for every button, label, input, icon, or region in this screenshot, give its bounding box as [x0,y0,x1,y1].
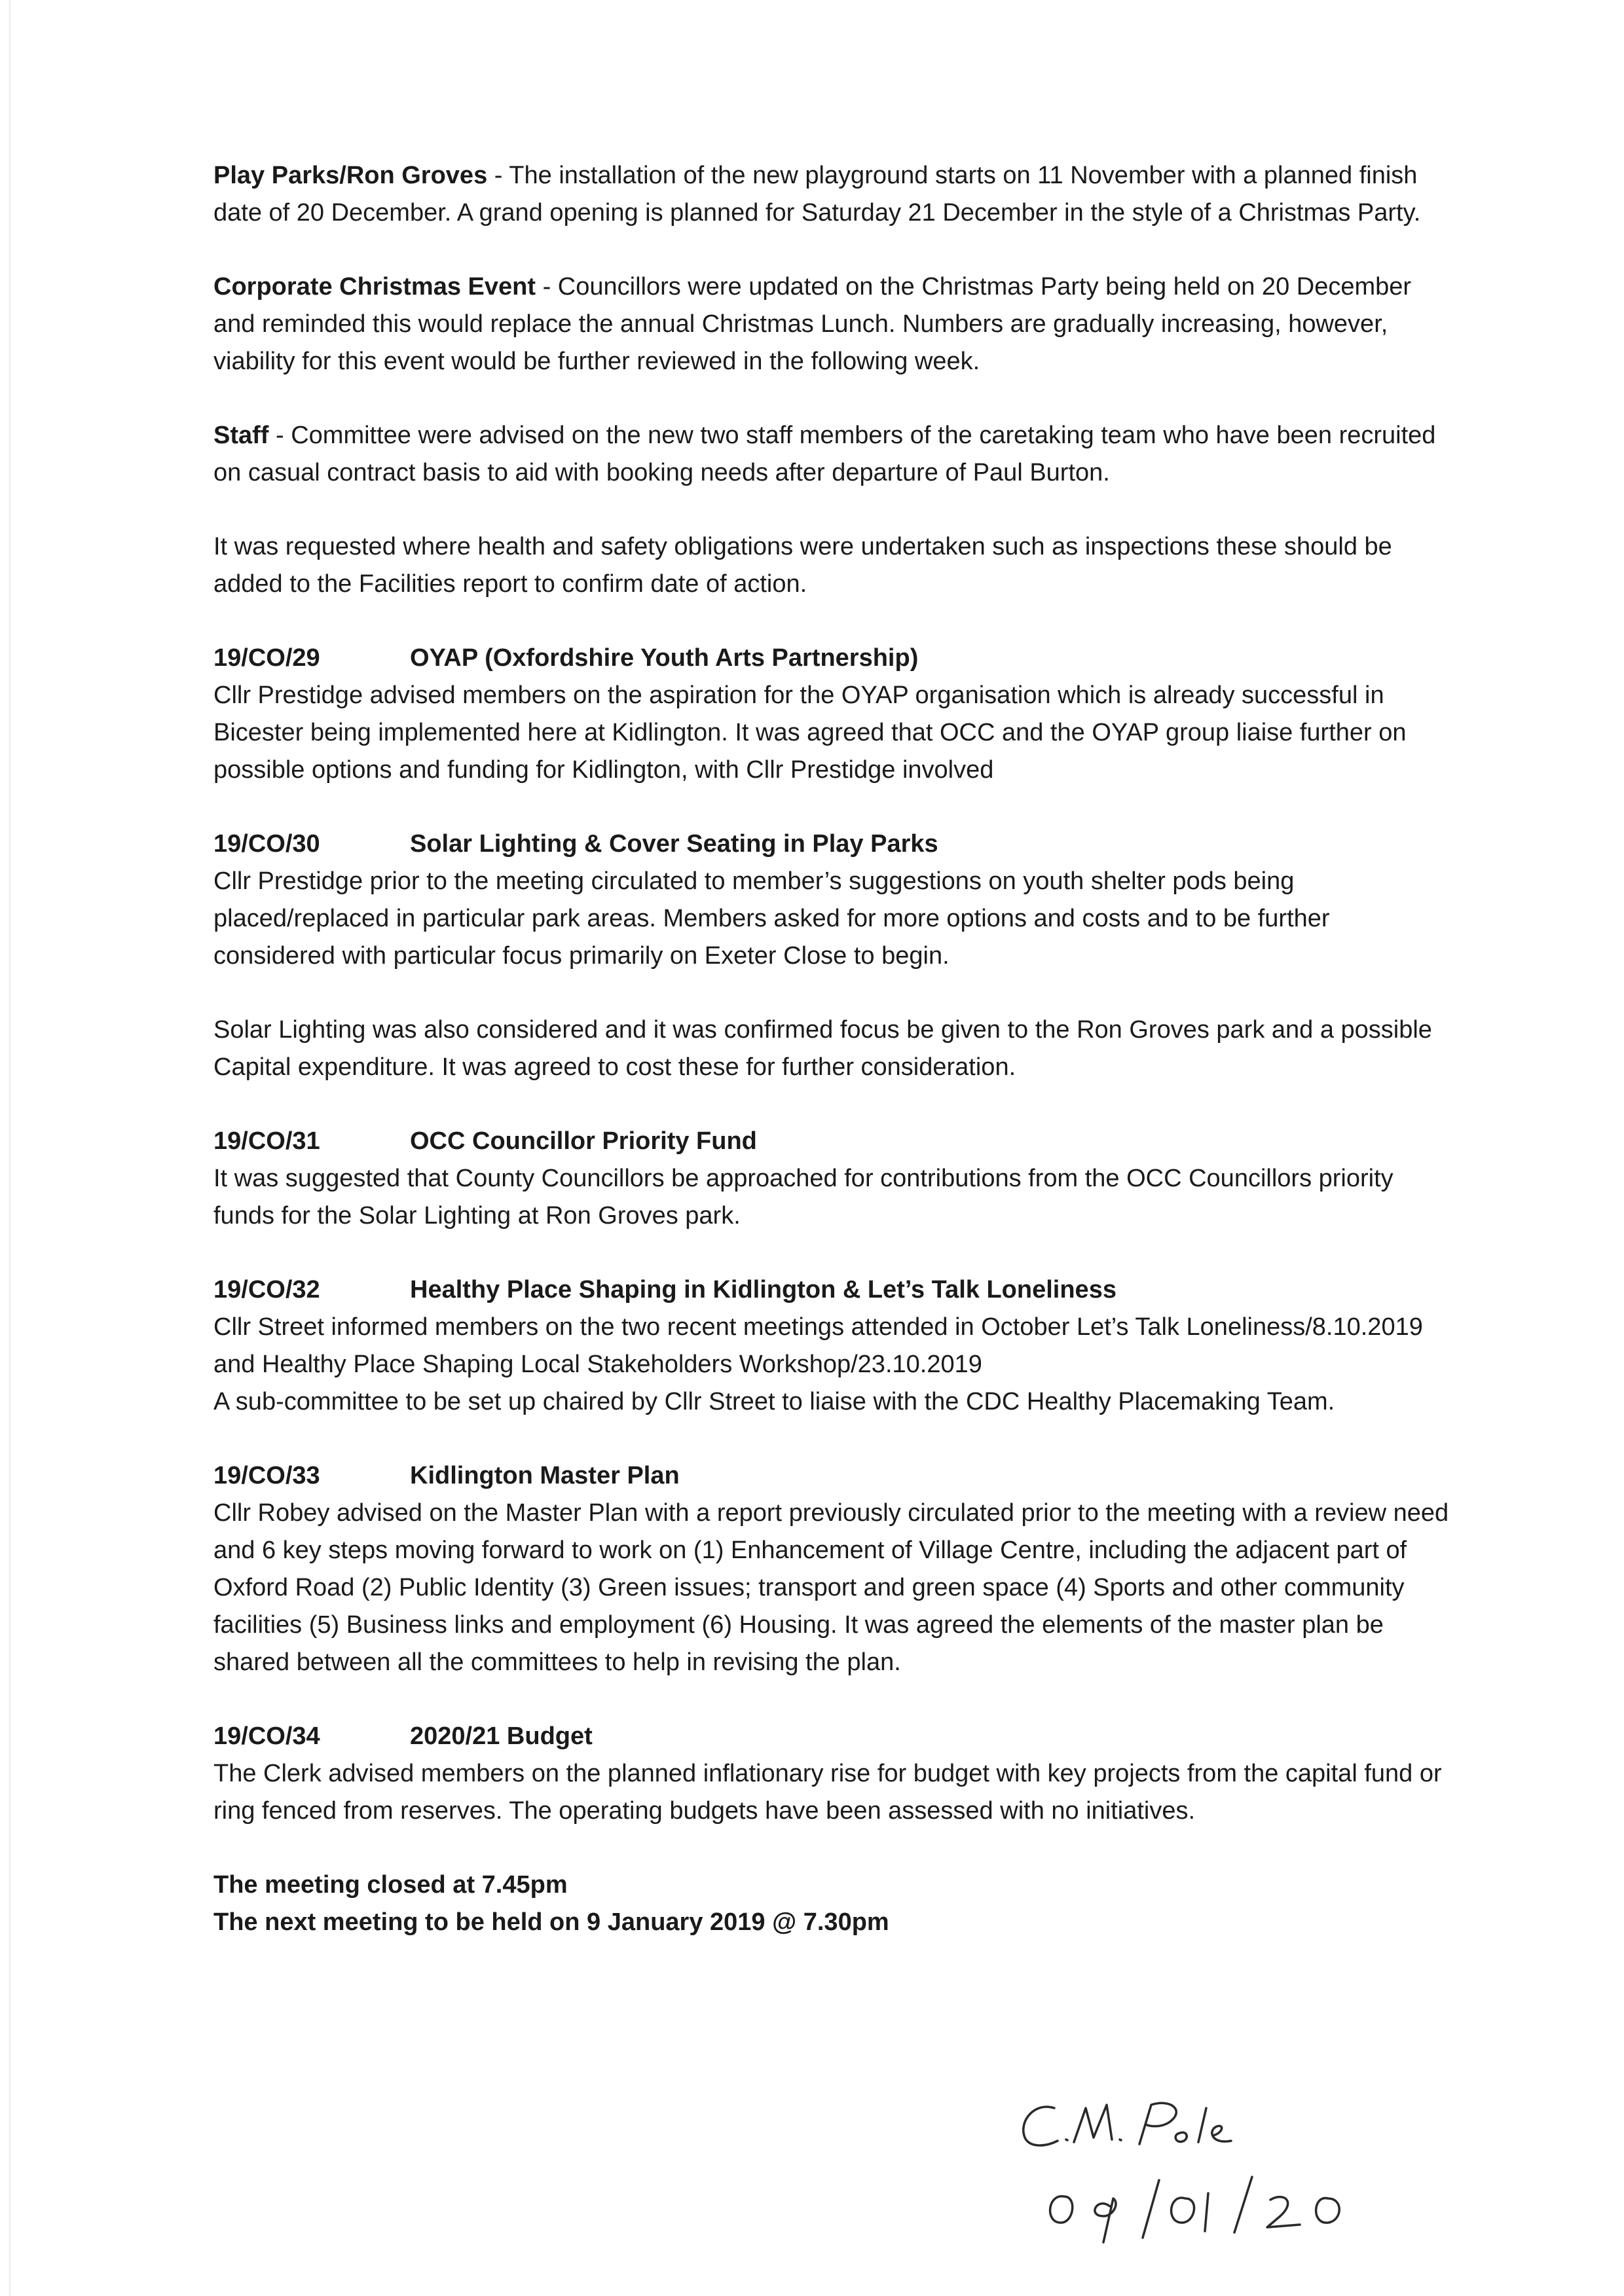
item-heading [213,1457,1458,1495]
item-heading [213,826,1458,863]
item-heading [213,1718,1458,1755]
staff-paragraph [213,417,1458,492]
agenda-item-31 [213,1123,1458,1235]
item-code: 19/CO/33 [213,1462,320,1489]
item-heading [213,1123,1458,1160]
item-code: 19/CO/34 [213,1722,320,1750]
christmas-event-text: - Councillors were updated on the Christmas Party being held on 20 December and reminded this would replace the annual Christmas Lunch. Numbers are gradually increasing, however, viability for this event would be further reviewed in the following week. [213,273,1412,375]
item-title: 2020/21 Budget [410,1722,593,1750]
item-body: Cllr Robey advised on the Master Plan with a report previously circulated prior to the meeting with a review need and 6 key steps moving forward to work on (1) Enhancement of Village Centre, including the adjacent part of Oxford Road (2) Public Identity (3) Green issues; transport and green space (4) Sports and other community facilities (5) Business links and employment (6) Housing. It was agreed the elements of the master plan be shared between all the committees to help in revising the plan. [213,1499,1449,1676]
item-body: Cllr Street informed members on the two recent meetings attended in October Let’s Talk Loneliness/8.10.2019 and Healthy Place Shaping Local Stakeholders Workshop/23.10.2019 [213,1313,1423,1378]
scan-edge-line [9,0,10,2296]
item-title: OYAP (Oxfordshire Youth Arts Partnership) [410,644,919,672]
staff-text: - Committee were advised on the new two staff members of the caretaking team who have been recruited on casual contract basis to aid with booking needs after departure of Paul Burton. [213,422,1436,486]
minutes-content [213,157,1458,1941]
health-safety-paragraph: It was requested where health and safety obligations were undertaken such as inspections these should be added to the Facilities report to confirm date of action. [213,533,1392,598]
staff-label: Staff [213,422,269,449]
play-parks-text: - The installation of the new playground starts on 11 November with a planned finish date of 20 December. A grand opening is planned for Saturday 21 December in the style of a Christmas Party. [213,162,1421,227]
item-heading [213,640,1458,677]
meeting-closed-line: The meeting closed at 7.45pm [213,1871,568,1899]
agenda-item-34 [213,1718,1458,1830]
item-body: The Clerk advised members on the planned inflationary rise for budget with key projects from the capital fund or ring fenced from reserves. The operating budgets have been assessed with no initiatives. [213,1760,1442,1825]
handwritten-signature [1008,2082,1467,2252]
agenda-item-32 [213,1271,1458,1421]
agenda-item-30 [213,826,1458,1086]
item-code: 19/CO/29 [213,644,320,672]
play-parks-paragraph [213,157,1458,232]
agenda-item-33 [213,1457,1458,1681]
play-parks-label: Play Parks/Ron Groves [213,162,488,189]
item-heading [213,1271,1458,1309]
next-meeting-line: The next meeting to be held on 9 January 2019 @ 7.30pm [213,1908,889,1936]
item-body-continued: Solar Lighting was also considered and it was confirmed focus be given to the Ron Groves park and a possible Capital expenditure. It was agreed to cost these for further consideration. [213,1016,1432,1081]
agenda-item-29 [213,640,1458,789]
item-code: 19/CO/30 [213,830,320,858]
item-body: Cllr Prestidge advised members on the aspiration for the OYAP organisation which is already successful in Bicester being implemented here at Kidlington. It was agreed that OCC and the OYAP group liaise further on possible options and funding for Kidlington, with Cllr Prestidge involved [213,682,1407,784]
item-title: Kidlington Master Plan [410,1462,680,1489]
christmas-event-paragraph [213,268,1458,380]
item-body: Cllr Prestidge prior to the meeting circulated to member’s suggestions on youth shelter pods being placed/replaced in particular park areas. Members asked for more options and costs and to be further considered with particular focus primarily on Exeter Close to begin. [213,867,1330,970]
item-code: 19/CO/32 [213,1276,320,1303]
item-code: 19/CO/31 [213,1127,320,1155]
item-title: Solar Lighting & Cover Seating in Play Parks [410,830,938,858]
item-title: Healthy Place Shaping in Kidlington & Let’s Talk Loneliness [410,1276,1116,1303]
item-body: It was suggested that County Councillors be approached for contributions from the OCC Councillors priority funds for the Solar Lighting at Ron Groves park. [213,1165,1393,1230]
christmas-event-label: Corporate Christmas Event [213,273,536,301]
item-body-continued: A sub-committee to be set up chaired by Cllr Street to liaise with the CDC Healthy Placemaking Team. [213,1388,1335,1415]
item-title: OCC Councillor Priority Fund [410,1127,757,1155]
